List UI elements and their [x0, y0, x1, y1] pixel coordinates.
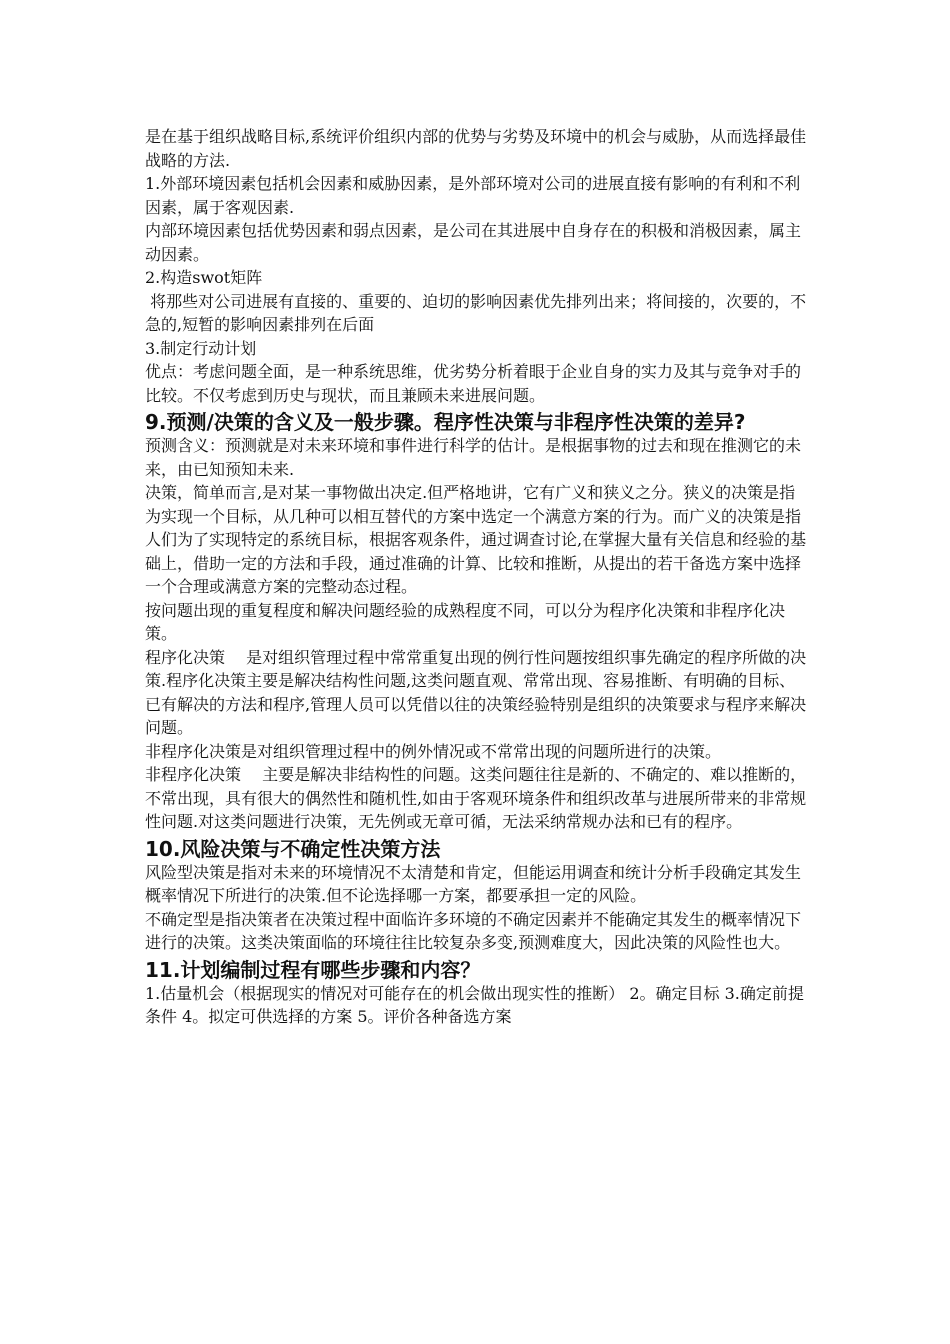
- heading-section-11: 11.计划编制过程有哪些步骤和内容？: [145, 957, 481, 982]
- heading-section-10: 10.风险决策与不确定性决策方法: [145, 836, 441, 861]
- paragraph-internal-factors: 内部环境因素包括优势因素和弱点因素，是公司在其进展中自身存在的积极和消极因素，属主动因素。: [145, 221, 802, 264]
- paragraph-action-plan: 3.制定行动计划: [145, 338, 257, 358]
- paragraph-external-factors: 1.外部环境因素包括机会因素和威胁因素，是外部环境对公司的进展直接有影响的有利和不利因素，属于客观因素.: [145, 174, 801, 217]
- paragraph-programmed-decision: 程序化决策 是对组织管理过程中常常重复出现的例行性问题按组织事先确定的程序所做的决策.程序化决策主要是解决结构性问题,这类问题直观、常常出现、容易推断、有明确的目标、已有解决的方法和程序,管理人员可以凭借以往的决策经验特别是组织的决策要求与程序来解决问题。: [145, 647, 807, 737]
- paragraph-swot-intro: 是在基于组织战略目标,系统评价组织内部的优势与劣势及环境中的机会与威胁，从而选择最佳战略的方法.: [145, 127, 807, 170]
- paragraph-risk-decision: 风险型决策是指对未来的环境情况不太清楚和肯定，但能运用调查和统计分析手段确定其发生概率情况下所进行的决策.但不论选择哪一方案，都要承担一定的风险。: [145, 862, 802, 905]
- paragraph-priority-factors: 将那些对公司进展有直接的、重要的、迫切的影响因素优先排列出来；将间接的，次要的，不急的,短暂的影响因素排列在后面: [145, 291, 807, 334]
- paragraph-decision-classification: 按问题出现的重复程度和解决问题经验的成熟程度不同，可以分为程序化决策和非程序化决策。: [145, 600, 786, 643]
- paragraph-swot-matrix: 2.构造swot矩阵: [145, 268, 263, 287]
- paragraph-uncertain-decision: 不确定型是指决策者在决策过程中面临许多环境的不确定因素并不能确定其发生的概率情况下进行的决策。这类决策面临的环境往往比较复杂多变,预测难度大，因此决策的风险性也大。: [145, 909, 802, 952]
- paragraph-nonprogrammed-definition: 非程序化决策是对组织管理过程中的例外情况或不常常出现的问题所进行的决策。: [145, 741, 722, 761]
- heading-section-9: 9.预测/决策的含义及一般步骤。程序性决策与非程序性决策的差异?: [145, 410, 746, 434]
- paragraph-advantages: 优点：考虑问题全面，是一种系统思维，优劣势分析着眼于企业自身的实力及其与竞争对手的比较。不仅考虑到历史与现状，而且兼顾未来进展问题。: [145, 362, 802, 405]
- paragraph-forecast-meaning: 预测含义：预测就是对未来环境和事件进行科学的估计。是根据事物的过去和现在推测它的未来，由已知预知未来.: [145, 436, 802, 479]
- paragraph-planning-steps: 1.估量机会（根据现实的情况对可能存在的机会做出现实性的推断） 2。确定目标 3.确定前提条件 4。拟定可供选择的方案 5。评价各种备选方案: [145, 983, 804, 1026]
- paragraph-decision-definition: 决策，简单而言,是对某一事物做出决定.但严格地讲，它有广义和狭义之分。狭义的决策是指为实现一个目标，从几种可以相互替代的方案中选定一个满意方案的行为。而广义的决策是指人们为了实现特定的系统目标，根据客观条件，通过调查讨论,在掌握大量有关信息和经验的基础上，借助一定的方法和手段，通过准确的计算、比较和推断，从提出的若干备选方案中选择一个合理或满意方案的完整动态过程。: [145, 483, 807, 596]
- document-page: [145, 125, 810, 1029]
- paragraph-nonprogrammed-decision: 非程序化决策 主要是解决非结构性的问题。这类问题往往是新的、不确定的、难以推断的，不常出现，具有很大的偶然性和随机性,如由于客观环境条件和组织改革与进展所带来的非常规性问题.对这类问题进行决策，无先例或无章可循，无法采纳常规办法和已有的程序。: [145, 765, 807, 831]
